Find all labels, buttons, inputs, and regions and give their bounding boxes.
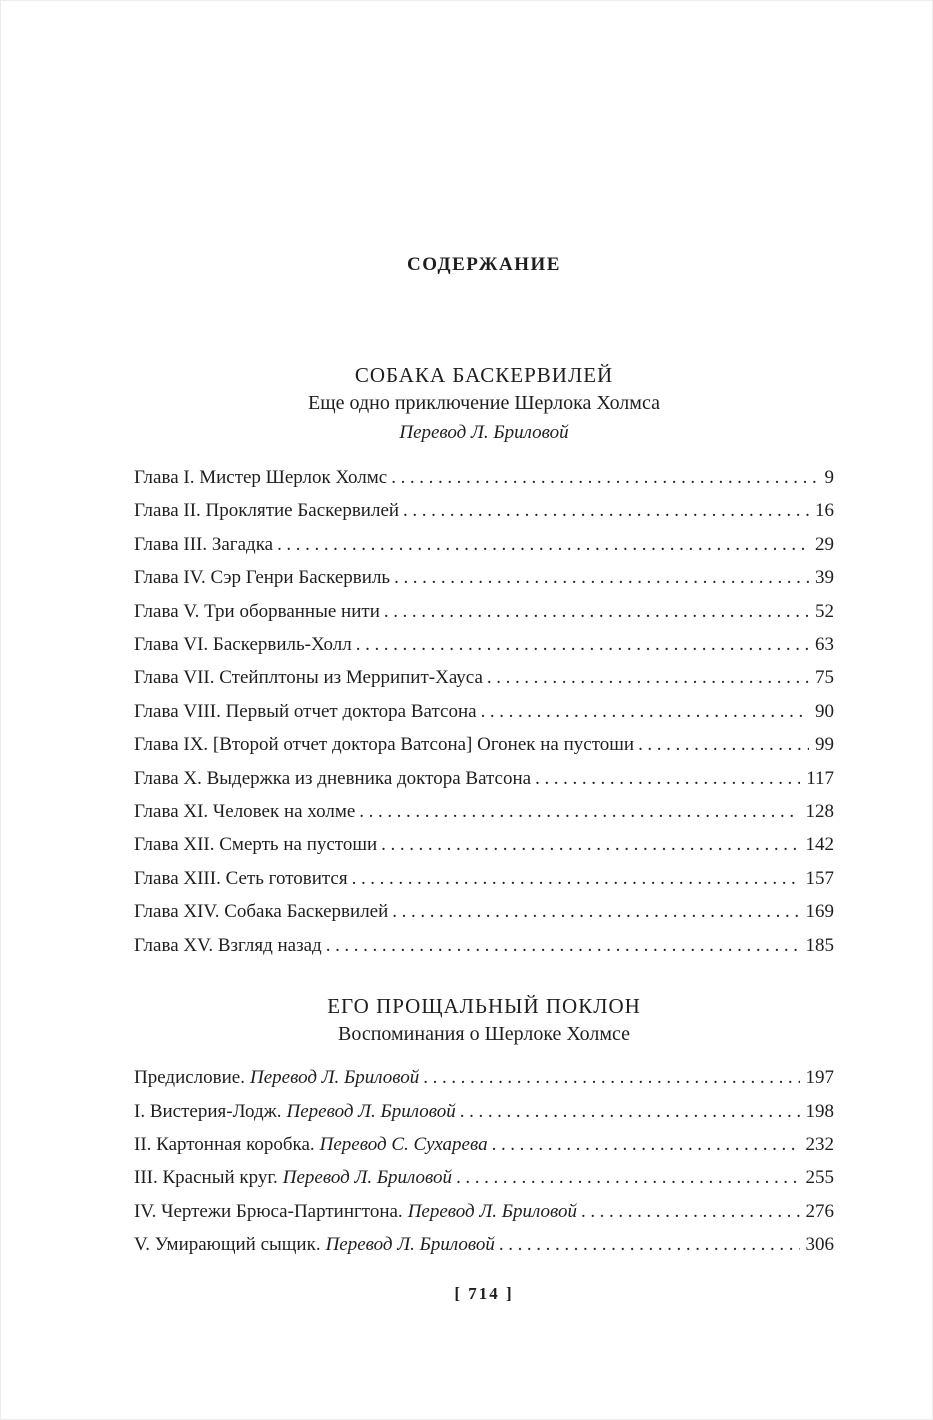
toc-dot-leader — [535, 762, 800, 795]
section-his-last-bow — [134, 992, 834, 1261]
toc-list-last-bow — [134, 1061, 834, 1261]
toc-dot-leader — [277, 528, 809, 561]
toc-entry-page: 157 — [805, 867, 834, 889]
toc-entry-page: 75 — [815, 667, 834, 689]
toc-list-hound — [134, 461, 834, 962]
toc-entry — [134, 828, 834, 861]
section-title: СОБАКА БАСКЕРВИЛЕЙ — [354, 363, 614, 387]
toc-dot-leader — [487, 661, 809, 694]
toc-entry-page: 142 — [805, 834, 834, 856]
contents-heading: СОДЕРЖАНИЕ — [407, 254, 561, 275]
toc-dot-leader — [392, 895, 799, 928]
toc-entry-page: 117 — [806, 767, 834, 789]
toc-entry-label: Глава IX. [Второй отчет доктора Ватсона] Огонек на пустоши — [134, 734, 635, 756]
toc-entry-label: Глава VIII. Первый отчет доктора Ватсона — [134, 700, 477, 722]
section-subtitle: Воспоминания о Шерлоке Холмсе — [337, 1023, 630, 1046]
toc-entry — [134, 494, 834, 527]
toc-entry-label: Глава I. Мистер Шерлок Холмс — [134, 467, 388, 488]
toc-entry-translator: Перевод Л. Бриловой — [325, 1234, 495, 1256]
toc-entry-translator: Перевод Л. Бриловой — [282, 1167, 453, 1189]
toc-dot-leader — [423, 1061, 799, 1094]
toc-entry-label: IV. Чертежи Брюса-Партингтона. — [134, 1200, 403, 1222]
toc-entry-page: 276 — [805, 1200, 834, 1222]
toc-entry-label: Глава IV. Сэр Генри Баскервиль — [134, 567, 391, 589]
page-number: [ 714 ] — [454, 1283, 514, 1303]
toc-entry — [134, 628, 834, 661]
toc-entry-page: 255 — [805, 1167, 834, 1189]
toc-entry-label: Глава III. Загадка — [134, 533, 274, 555]
toc-entry-page: 198 — [805, 1100, 834, 1122]
toc-entry — [134, 862, 834, 895]
toc-dot-leader — [403, 494, 809, 527]
section-subtitle: Еще одно приключение Шерлока Холмса — [308, 392, 660, 414]
toc-entry-page: 169 — [805, 901, 834, 923]
toc-entry — [134, 561, 834, 594]
toc-entry-label: Глава VII. Стейплтоны из Меррипит-Хауса — [134, 667, 483, 689]
section-hound-of-baskervilles — [134, 361, 834, 962]
toc-entry-page: 128 — [805, 801, 834, 823]
toc-dot-leader — [394, 561, 809, 594]
toc-entry — [134, 895, 834, 928]
toc-entry — [134, 1195, 834, 1228]
toc-dot-leader — [359, 795, 799, 828]
toc-dot-leader — [352, 862, 800, 895]
toc-entry-page: 9 — [824, 467, 834, 488]
toc-entry-translator: Перевод Л. Бриловой — [286, 1100, 456, 1122]
toc-entry — [134, 795, 834, 828]
toc-entry-translator: Перевод С. Сухарева — [319, 1133, 488, 1155]
toc-entry-label: Глава XIII. Сеть готовится — [134, 867, 348, 889]
toc-dot-leader — [481, 695, 809, 728]
toc-dot-leader — [384, 595, 809, 628]
toc-entry — [134, 1128, 834, 1161]
toc-dot-leader — [460, 1095, 800, 1128]
toc-entry-page: 29 — [815, 533, 834, 555]
toc-entry-translator: Перевод Л. Бриловой — [249, 1067, 420, 1089]
toc-entry-page: 185 — [805, 934, 834, 956]
toc-entry — [134, 695, 834, 728]
toc-dot-leader — [499, 1228, 800, 1261]
toc-entry — [134, 762, 834, 795]
toc-entry-label: Глава II. Проклятие Баскервилей — [134, 500, 400, 522]
toc-entry-label: Глава XV. Взгляд назад — [134, 934, 322, 956]
toc-entry-label: I. Вистерия-Лодж. — [134, 1100, 282, 1122]
toc-entry — [134, 661, 834, 694]
toc-entry-label: III. Красный круг. — [134, 1167, 278, 1189]
toc-dot-leader — [381, 828, 799, 861]
toc-dot-leader — [581, 1195, 800, 1228]
toc-entry-label: Глава XI. Человек на холме — [134, 801, 356, 823]
toc-entry — [134, 929, 834, 962]
toc-entry-label: Глава XIV. Собака Баскервилей — [134, 901, 389, 923]
toc-entry-page: 306 — [805, 1234, 834, 1256]
book-contents-page — [134, 1, 834, 1304]
toc-entry-label: Глава V. Три оборванные нити — [134, 600, 380, 622]
toc-entry — [134, 595, 834, 628]
toc-entry-label: Глава VI. Баскервиль-Холл — [134, 634, 352, 656]
toc-entry-label: V. Умирающий сыщик. — [134, 1234, 321, 1256]
toc-entry-label: Предисловие. — [134, 1067, 245, 1089]
toc-entry-page: 90 — [815, 700, 834, 722]
toc-entry-page: 52 — [815, 600, 834, 622]
toc-dot-leader — [326, 929, 800, 962]
toc-entry-page: 99 — [815, 734, 834, 756]
toc-entry-label: Глава X. Выдержка из дневника доктора Ватсона — [134, 767, 532, 789]
toc-entry-page: 63 — [815, 634, 834, 656]
toc-entry — [134, 461, 834, 494]
toc-entry-label: II. Картонная коробка. — [134, 1133, 315, 1155]
toc-entry-page: 197 — [805, 1067, 834, 1089]
toc-dot-leader — [391, 461, 818, 494]
toc-dot-leader — [638, 728, 809, 761]
toc-dot-leader — [456, 1161, 799, 1194]
toc-entry-label: Глава XII. Смерть на пустоши — [134, 834, 378, 856]
toc-entry — [134, 728, 834, 761]
section-title: ЕГО ПРОЩАЛЬНЫЙ ПОКЛОН — [327, 994, 641, 1019]
toc-entry-page: 16 — [815, 500, 834, 522]
toc-entry-page: 39 — [815, 567, 834, 589]
toc-entry — [134, 528, 834, 561]
section-translator: Перевод Л. Бриловой — [399, 422, 569, 443]
toc-entry — [134, 1095, 834, 1128]
toc-entry — [134, 1061, 834, 1094]
toc-dot-leader — [492, 1128, 800, 1161]
toc-entry — [134, 1161, 834, 1194]
toc-entry — [134, 1228, 834, 1261]
toc-entry-page: 232 — [805, 1133, 834, 1155]
toc-entry-translator: Перевод Л. Бриловой — [407, 1200, 577, 1222]
toc-dot-leader — [356, 628, 809, 661]
